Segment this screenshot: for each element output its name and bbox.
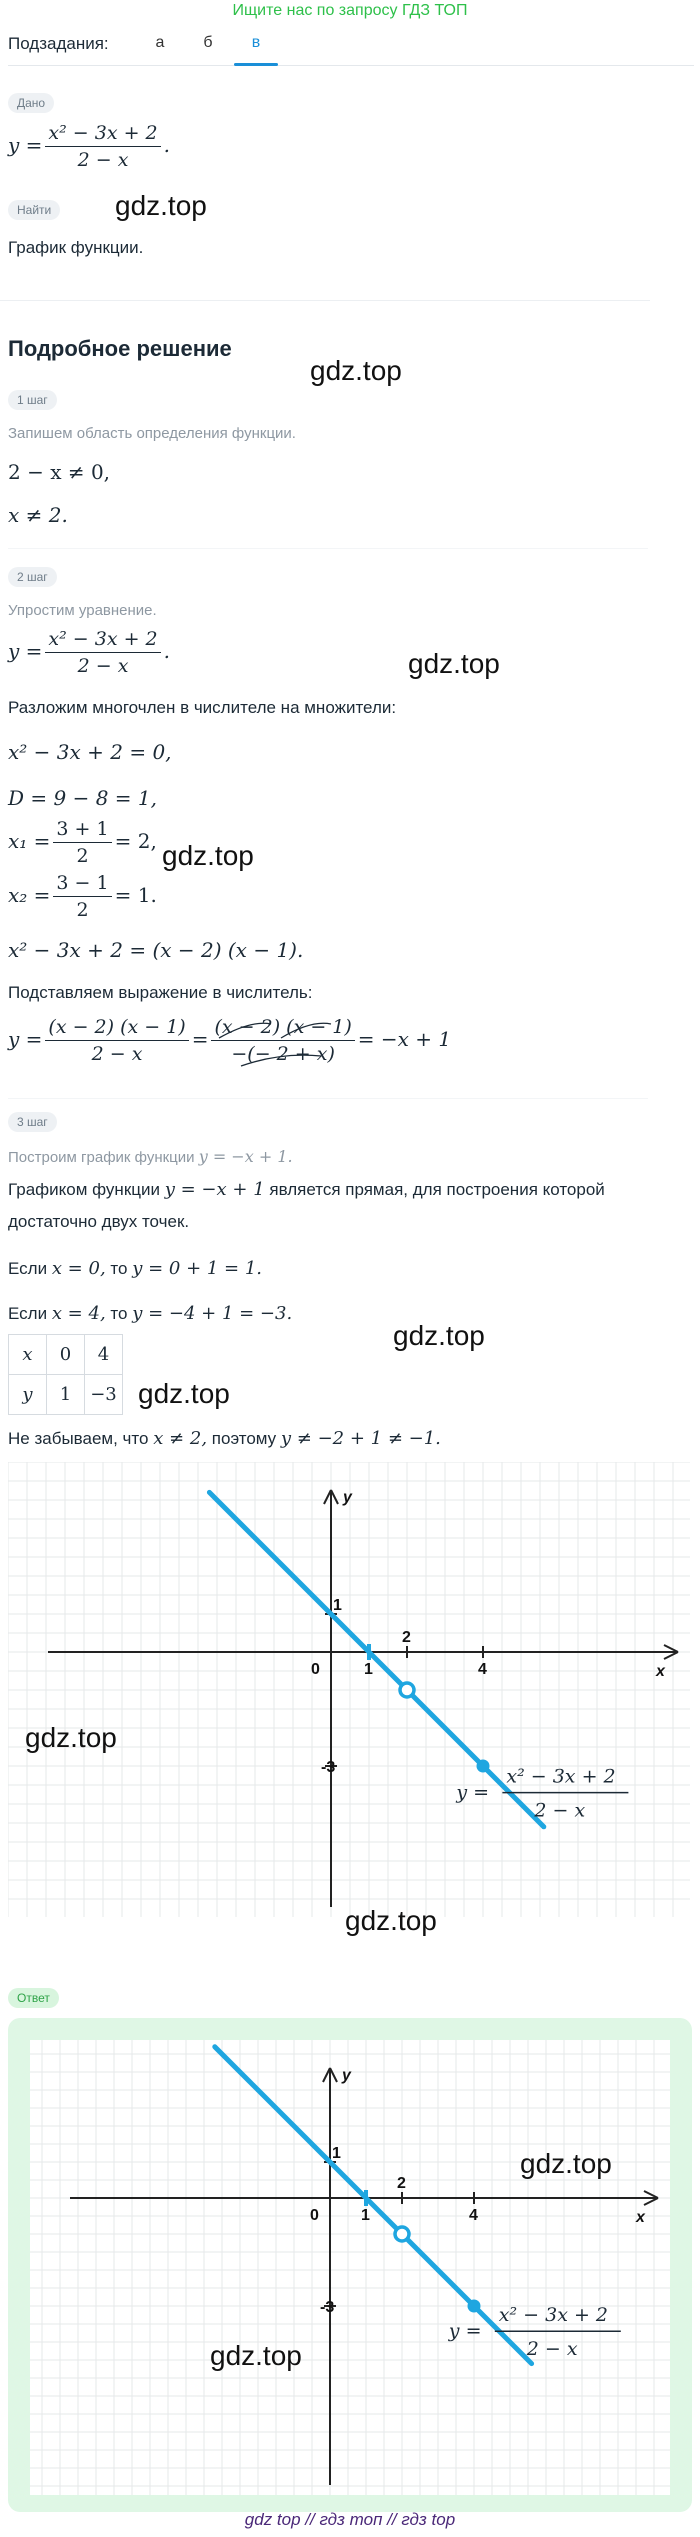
table-row	[9, 1375, 123, 1415]
watermark: gdz.top	[210, 2340, 302, 2371]
active-tab-indicator	[234, 63, 278, 66]
x-tick-label: 4	[469, 2207, 478, 2224]
step2-equation: y = $\frac{\text{x² − 3x + 2}}{2 - x}$ .	[8, 628, 171, 677]
answer-chip: Ответ	[8, 1988, 59, 2008]
case-x4: Если x = 4, то y = −4 + 1 = −3.	[8, 1303, 293, 1324]
values-table	[8, 1334, 123, 1415]
filled-point	[468, 2300, 481, 2313]
root-x1: x₁ = $\frac{3 + 1}{2}$ = 2,	[8, 818, 157, 867]
watermark: gdz.top	[25, 1722, 117, 1753]
case-x0: Если x = 0, то y = 0 + 1 = 1.	[8, 1258, 263, 1279]
table-cell: y	[9, 1375, 47, 1415]
hollow-point	[395, 2227, 409, 2241]
solution-title: Подробное решение	[8, 336, 232, 361]
step1-line1: 2 − x ≠ 0,	[8, 460, 111, 484]
graph-equation-numerator: x² − 3x + 2	[506, 1765, 616, 1788]
graph-equation-numerator: x² − 3x + 2	[498, 2304, 609, 2327]
subtasks-nav	[8, 30, 694, 66]
x-tick-label: 2	[397, 2175, 406, 2192]
watermark: gdz.top	[162, 840, 254, 871]
divider	[8, 1098, 648, 1099]
y-tick-label: -3	[320, 2299, 335, 2316]
watermark: gdz.top	[138, 1378, 230, 1409]
answer-graph	[30, 2040, 670, 2495]
step1-line2: x ≠ 2.	[8, 503, 68, 527]
table-cell: 1	[47, 1375, 85, 1415]
origin-label: 0	[311, 1661, 320, 1678]
factored-form: x² − 3x + 2 = (x − 2) (x − 1).	[8, 938, 304, 962]
tab-a[interactable]: а	[155, 34, 165, 51]
graph-equation-denominator: 2 − x	[526, 2338, 578, 2361]
watermark: gdz.top	[115, 190, 207, 221]
y-axis-label: y	[343, 1489, 352, 1506]
step3-paragraph-1: Графиком функции y = −x + 1 является прямая, для построения которой	[8, 1179, 605, 1200]
given-chip: Дано	[8, 93, 54, 113]
step2-line2: D = 9 − 8 = 1,	[8, 786, 157, 810]
hollow-point	[400, 1683, 414, 1697]
subst-text: Подставляем выражение в числитель:	[8, 983, 313, 1002]
step3-chip: 3 шаг	[8, 1112, 57, 1132]
filled-point	[477, 1760, 490, 1773]
table-cell: −3	[85, 1375, 123, 1415]
substituted-equation: y = $\frac{(x - 2) (x - 1)}{2 - x}$ = $\frac{(x - 2) (x - 1)}{-(- 2 + x)}$ = −x + 1	[8, 1016, 451, 1065]
tab-v[interactable]: в	[251, 34, 261, 51]
watermark: gdz.top	[345, 1905, 437, 1936]
graph-equation-lhs: y =	[456, 1781, 490, 1804]
root-x2: x₂ = $\frac{3 - 1}{2}$ = 1.	[8, 872, 157, 921]
divider	[8, 548, 648, 549]
table-row	[9, 1335, 123, 1375]
step3-paragraph-2: достаточно двух точек.	[8, 1212, 190, 1231]
step2-line1: x² − 3x + 2 = 0,	[8, 740, 172, 764]
step2-hint: Упростим уравнение.	[8, 602, 157, 619]
function-graph	[8, 1462, 690, 1917]
find-text: График функции.	[8, 238, 144, 257]
step1-hint: Запишем область определения функции.	[8, 425, 296, 442]
footer: gdz top // гдз топ // гдз top	[244, 2510, 456, 2529]
origin-label: 0	[310, 2207, 319, 2224]
table-cell: 4	[85, 1335, 123, 1375]
step1-chip: 1 шаг	[8, 390, 57, 410]
y-tick-label: 1	[333, 1597, 342, 1614]
x-tick-label: 2	[402, 1629, 411, 1646]
watermark: gdz.top	[310, 355, 402, 386]
y-tick-label: 1	[332, 2145, 341, 2162]
cancel-strike-icon	[211, 1016, 341, 1076]
given-equation: y = $\frac{\text{x² − 3x + 2}}{2 - x}$ .	[8, 122, 171, 171]
table-cell: x	[9, 1335, 47, 1375]
x-tick-label: 1	[364, 1661, 373, 1678]
find-chip: Найти	[8, 200, 60, 220]
note-restriction: Не забываем, что x ≠ 2, поэтому y ≠ −2 + 1 ≠ −1.	[8, 1428, 441, 1449]
watermark: gdz.top	[408, 648, 500, 679]
watermark: gdz.top	[393, 1320, 485, 1351]
top-promo-link[interactable]: Ищите нас по запросу ГДЗ ТОП	[232, 2, 468, 19]
table-cell: 0	[47, 1335, 85, 1375]
x-axis-label: x	[656, 1663, 665, 1680]
subtasks-label: Подзадания:	[8, 34, 109, 53]
factor-text: Разложим многочлен в числителе на множители:	[8, 698, 397, 717]
graph-equation-denominator: 2 − x	[534, 1799, 586, 1822]
x-tick-label: 4	[478, 1661, 487, 1678]
graph-equation-lhs: y =	[448, 2320, 482, 2343]
x-tick-label: 1	[361, 2207, 370, 2224]
step2-chip: 2 шаг	[8, 567, 57, 587]
tab-b[interactable]: б	[203, 34, 213, 51]
divider	[0, 300, 650, 301]
step3-hint: Построим график функции y = −x + 1.	[8, 1147, 293, 1166]
y-tick-label: -3	[321, 1759, 336, 1776]
y-axis-label: y	[342, 2067, 351, 2084]
watermark: gdz.top	[520, 2148, 612, 2179]
x-axis-label: x	[636, 2209, 645, 2226]
